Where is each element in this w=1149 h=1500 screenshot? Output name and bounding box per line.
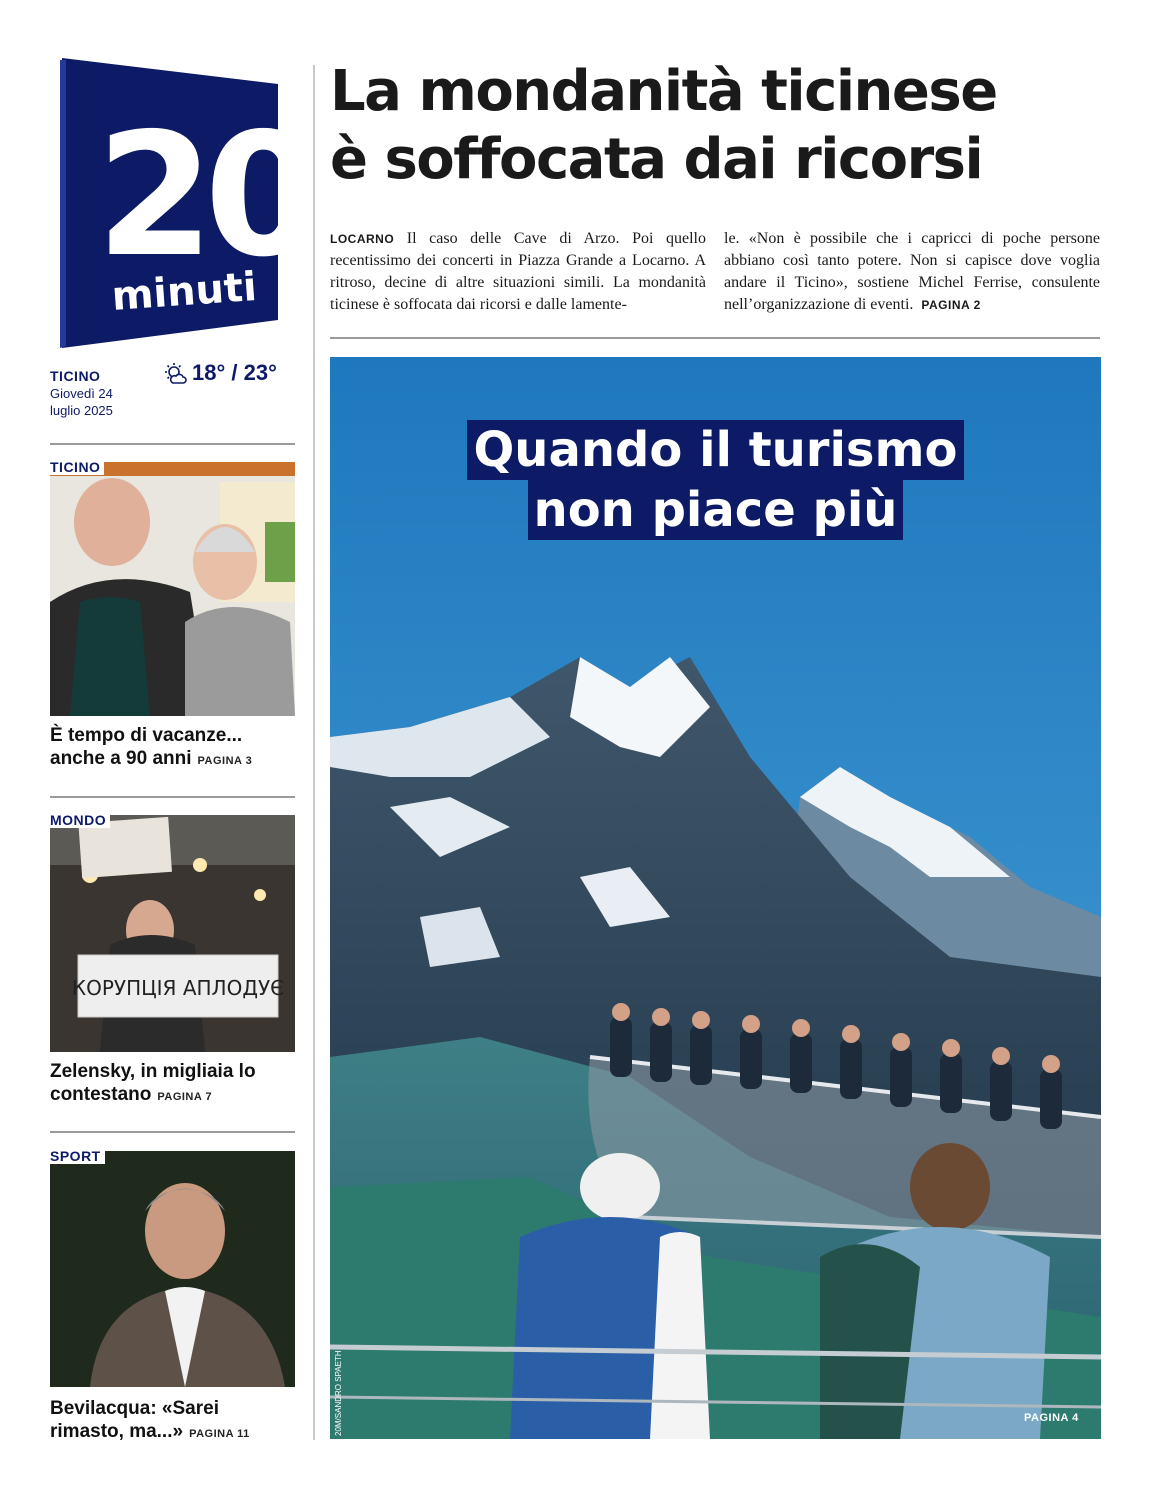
divider	[50, 796, 295, 798]
teaser-photo-protest[interactable]	[50, 815, 295, 1052]
logo-number: 20	[96, 97, 278, 295]
teaser-title-zelensky[interactable]	[50, 1060, 310, 1109]
lead-text: le. «Non è possibile che i capricci di poche persone abbiano così tanto potere. Non si capisce dove voglia andare il Ticino», sostiene Michel Ferrise, consulente nell’organizzazione di eventi.	[724, 230, 1100, 313]
teaser-photo-bevilacqua[interactable]	[50, 1151, 295, 1387]
logo-graphic	[60, 58, 278, 348]
lead-body-column-1	[330, 228, 706, 316]
teaser-title-line: contestano	[50, 1084, 152, 1105]
weather-temperature: 18° / 23°	[192, 360, 277, 385]
teaser-section-sport: SPORT	[50, 1148, 105, 1164]
divider	[50, 443, 295, 445]
logo-word: minuti	[110, 263, 259, 321]
photo-credit: 20M/SANDRO SPAETH	[334, 1350, 343, 1436]
teaser-title-line: È tempo di vacanze...	[50, 725, 243, 746]
hero-headline-line: Quando il turismo	[467, 420, 963, 480]
teaser-title-line: rimasto, ma...»	[50, 1421, 184, 1442]
edition-day: Giovedì 24	[50, 386, 113, 401]
divider	[330, 337, 1100, 339]
lead-body-column-2	[724, 228, 1100, 316]
teaser-title-bevilacqua[interactable]	[50, 1397, 310, 1446]
page-reference: PAGINA 11	[189, 1428, 250, 1440]
lead-dateline: LOCARNO	[330, 232, 395, 246]
page-reference: PAGINA 7	[157, 1091, 213, 1103]
protest-sign-text: КОРУПЦІЯ АПЛОДУЄ	[71, 976, 285, 1000]
lead-headline-line: è soffocata dai ricorsi	[330, 127, 983, 192]
hero-page-reference: PAGINA 4	[1024, 1412, 1079, 1424]
column-divider	[313, 65, 315, 1440]
teaser-section-mondo: MONDO	[50, 812, 110, 828]
teaser-section-ticino: TICINO	[50, 459, 104, 475]
lead-headline[interactable]	[330, 58, 1120, 194]
teaser-title-line: Zelensky, in migliaia lo	[50, 1061, 256, 1082]
lead-headline-line: La mondanità ticinese	[330, 59, 997, 124]
edition-region: TICINO	[50, 368, 101, 384]
divider	[50, 1131, 295, 1133]
hero-headline[interactable]	[330, 420, 1101, 540]
lead-text: Il caso delle Cave di Arzo. Poi quello recentissimo dei concerti in Piazza Grande a Locarno. A ritroso, decine di altre situazioni simili. La mondanità ticinese è soffocata dai ricorsi e dalle lamente-	[330, 230, 707, 313]
hero-headline-line: non piace più	[528, 480, 904, 540]
masthead-logo[interactable]	[60, 58, 278, 348]
edition-month-year: luglio 2025	[50, 403, 113, 418]
page-reference: PAGINA 3	[197, 755, 253, 767]
teaser-title-vacation[interactable]	[50, 724, 310, 773]
page-reference: PAGINA 2	[921, 298, 981, 312]
teaser-title-line: Bevilacqua: «Sarei	[50, 1398, 219, 1419]
sun-cloud-icon	[164, 362, 188, 391]
teaser-title-line: anche a 90 anni	[50, 748, 192, 769]
teaser-photo-vacation[interactable]	[50, 462, 295, 716]
